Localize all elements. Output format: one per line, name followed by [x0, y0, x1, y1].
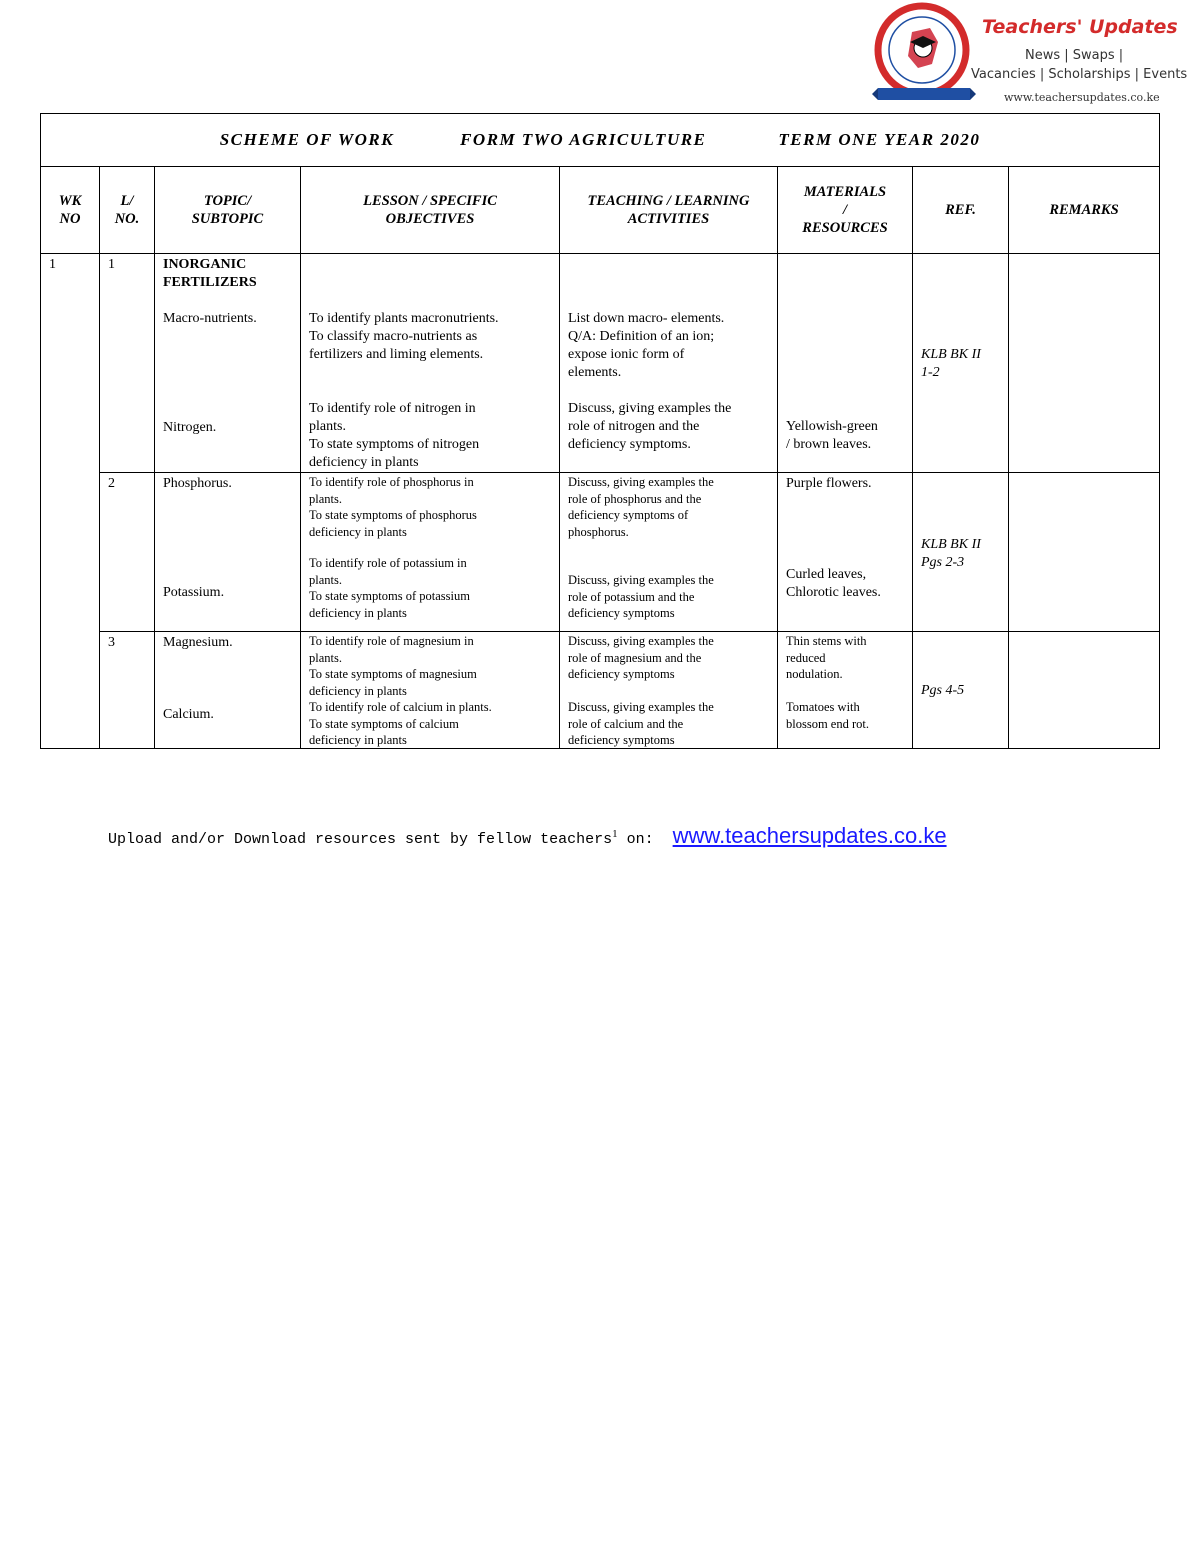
materials-cell: Yellowish-green / brown leaves.: [778, 254, 913, 473]
header-ref: REF.: [913, 167, 1009, 254]
table-row: [41, 473, 1160, 632]
objectives-cell: To identify role of phosphorus in plants. To state symptoms of phosphorus deficiency in plants To identify role of potassium in plants. To state symptoms of potassium deficiency in plants: [301, 473, 560, 632]
lesson-number-cell: 2: [100, 473, 155, 632]
lesson-number-cell: 1: [100, 254, 155, 473]
reference-cell: KLB BK II Pgs 2-3: [913, 473, 1009, 632]
objectives-cell: To identify role of magnesium in plants. To state symptoms of magnesium deficiency in plants To identify role of calcium in plants. To state symptoms of calcium deficiency in plants: [301, 632, 560, 749]
title-scheme: SCHEME OF WORK: [219, 130, 395, 149]
remarks-cell: [1009, 473, 1160, 632]
reference-cell: KLB BK II 1-2: [913, 254, 1009, 473]
title-form: FORM TWO AGRICULTURE: [460, 130, 707, 149]
teachers-updates-logo: [872, 2, 1192, 110]
topic-cell: Phosphorus. Potassium.: [155, 473, 301, 632]
teachers-updates-seal-icon: [872, 2, 976, 108]
header-remarks: REMARKS: [1009, 167, 1160, 254]
header-row: [41, 167, 1160, 254]
brand-tagline-1: News | Swaps |: [1025, 48, 1124, 63]
reference-cell: Pgs 4-5: [913, 632, 1009, 749]
footnote-marker: 1: [612, 828, 618, 840]
table-row: [41, 254, 1160, 473]
week-cell: 1: [41, 254, 100, 749]
footer-on: on:: [617, 831, 654, 848]
activities-cell: List down macro- elements. Q/A: Definition of an ion; expose ionic form of elements. Discuss, giving examples the role of nitrogen and the deficiency symptoms.: [560, 254, 778, 473]
footer-text: Upload and/or Download resources sent by fellow teachers: [108, 831, 613, 848]
materials-cell: Thin stems with reduced nodulation. Tomatoes with blossom end rot.: [778, 632, 913, 749]
remarks-cell: [1009, 254, 1160, 473]
header-materials: MATERIALS / RESOURCES: [778, 167, 913, 254]
header-objectives: LESSON / SPECIFIC OBJECTIVES: [301, 167, 560, 254]
header-wk: WK NO: [41, 167, 100, 254]
scheme-of-work-table: [40, 113, 1160, 749]
brand-url: www.teachersupdates.co.ke: [1004, 91, 1160, 104]
teachersupdates-link[interactable]: www.teachersupdates.co.ke: [672, 823, 947, 848]
title-term: TERM ONE YEAR 2020: [778, 130, 981, 149]
header-activities: TEACHING / LEARNING ACTIVITIES: [560, 167, 778, 254]
topic-cell: Magnesium. Calcium.: [155, 632, 301, 749]
header-topic: TOPIC/ SUBTOPIC: [155, 167, 301, 254]
objectives-cell: To identify plants macronutrients. To classify macro-nutrients as fertilizers and liming elements. To identify role of nitrogen in plants. To state symptoms of nitrogen deficiency in plants: [301, 254, 560, 473]
materials-cell: Purple flowers. Curled leaves, Chlorotic leaves.: [778, 473, 913, 632]
table-title: [41, 114, 1160, 167]
footer-note: [108, 823, 947, 849]
brand-tagline-2: Vacancies | Scholarships | Events: [971, 67, 1188, 82]
topic-cell: INORGANIC FERTILIZERS Macro-nutrients. Nitrogen.: [155, 254, 301, 473]
header-lno: L/ NO.: [100, 167, 155, 254]
remarks-cell: [1009, 632, 1160, 749]
brand-title: Teachers' Updates: [982, 16, 1178, 38]
activities-cell: Discuss, giving examples the role of magnesium and the deficiency symptoms Discuss, giving examples the role of calcium and the deficiency symptoms: [560, 632, 778, 749]
lesson-number-cell: 3: [100, 632, 155, 749]
activities-cell: Discuss, giving examples the role of phosphorus and the deficiency symptoms of phosphorus. Discuss, giving examples the role of potassium and the deficiency symptoms: [560, 473, 778, 632]
table-row: [41, 632, 1160, 749]
